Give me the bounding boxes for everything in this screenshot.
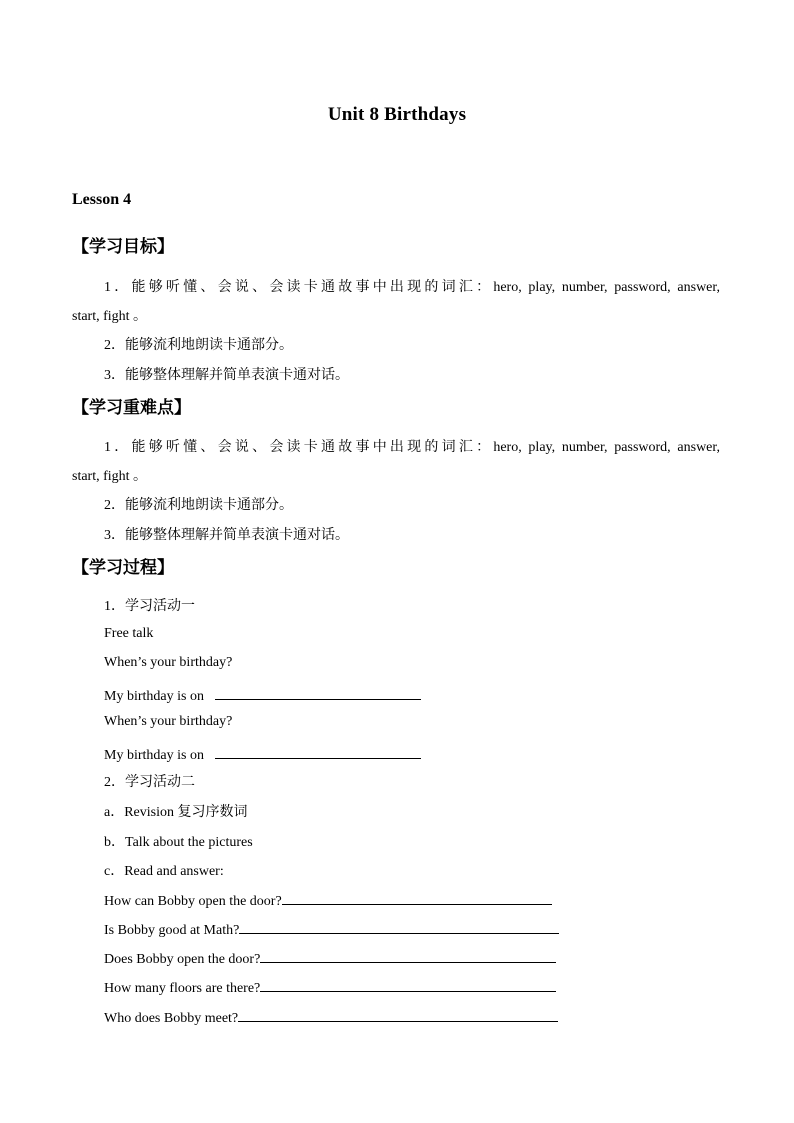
read-question-1	[104, 890, 552, 910]
read-question-2-text: Is Bobby good at Math?	[104, 923, 240, 938]
read-answer-blank-2[interactable]	[239, 919, 559, 934]
question-birthday-2: When’s your birthday?	[104, 714, 233, 729]
keypoints-item-2: 2．能够流利地朗读卡通部分。	[104, 498, 293, 513]
answer-birthday-2-text: My birthday is on	[104, 748, 204, 763]
read-question-1-text: How can Bobby open the door?	[104, 894, 282, 909]
goals-item-1-line-1: 1．能够听懂、会说、会读卡通故事中出现的词汇：hero, play, number, password, answer,	[104, 280, 720, 295]
answer-blank-2[interactable]	[215, 744, 421, 759]
question-birthday-1: When’s your birthday?	[104, 655, 233, 670]
activity-1-label: 1．学习活动一	[104, 599, 195, 614]
activity-2-label: 2．学习活动二	[104, 775, 195, 790]
goals-item-3: 3．能够整体理解并简单表演卡通对话。	[104, 368, 349, 383]
read-question-5	[104, 1007, 558, 1027]
goals-item-1-line-2: start, fight 。	[72, 309, 148, 324]
read-question-2	[104, 919, 559, 939]
activity-2-item-b: b．Talk about the pictures	[104, 835, 253, 850]
goals-item-2: 2．能够流利地朗读卡通部分。	[104, 338, 293, 353]
read-answer-blank-3[interactable]	[260, 948, 556, 963]
read-question-3	[104, 948, 556, 968]
activity-2-item-c: c．Read and answer:	[104, 864, 224, 879]
answer-birthday-2	[104, 744, 421, 764]
keypoints-item-1-line-2: start, fight 。	[72, 469, 148, 484]
keypoints-heading: 【学习重难点】	[72, 398, 191, 418]
keypoints-item-1-line-1: 1．能够听懂、会说、会读卡通故事中出现的词汇：hero, play, number, password, answer,	[104, 440, 720, 455]
keypoints-item-3: 3．能够整体理解并简单表演卡通对话。	[104, 528, 349, 543]
page-title: Unit 8 Birthdays	[327, 104, 467, 125]
goals-heading: 【学习目标】	[72, 237, 174, 257]
read-question-5-text: Who does Bobby meet?	[104, 1011, 239, 1026]
read-answer-blank-1[interactable]	[282, 890, 552, 905]
read-question-4	[104, 977, 556, 997]
free-talk-label: Free talk	[104, 626, 154, 641]
answer-birthday-1-text: My birthday is on	[104, 689, 204, 704]
process-heading: 【学习过程】	[72, 558, 174, 578]
read-answer-blank-4[interactable]	[260, 977, 556, 992]
read-answer-blank-5[interactable]	[238, 1007, 558, 1022]
lesson-label: Lesson 4	[72, 191, 132, 208]
activity-2-item-a: a．Revision 复习序数词	[104, 805, 248, 820]
answer-birthday-1	[104, 685, 421, 705]
answer-blank-1[interactable]	[215, 685, 421, 700]
read-question-3-text: Does Bobby open the door?	[104, 952, 261, 967]
read-question-4-text: How many floors are there?	[104, 981, 261, 996]
